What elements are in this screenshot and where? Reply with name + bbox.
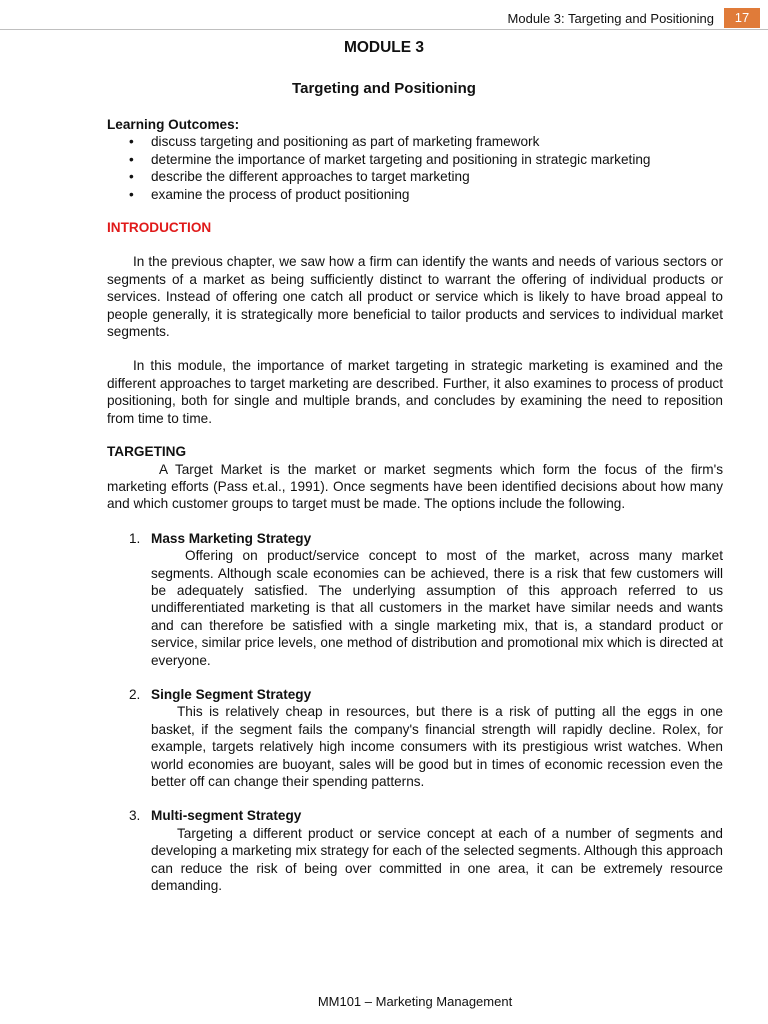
module-title: MODULE 3 xyxy=(343,39,425,56)
header-title: Module 3: Targeting and Positioning xyxy=(507,11,714,26)
strategy-body: Offering on product/service concept to most of the market, across many market segments. Although scale economies can be achieved, there is a risk that few customers will be adequately satisfied. The underlying assumption of this approach referred to us undifferentiated marketing is that all customers in the market have similar needs and wants and can therefore be satisfied with a single marketing mix, that is, a standard product or service, similar price levels, one method of distribution and promotional mix which is directed at everyone. xyxy=(151,548,723,668)
intro-paragraph: In the previous chapter, we saw how a firm can identify the wants and needs of various sectors or segments of a market as being sufficiently distinct to warrant the offering of individual products or services. Instead of offering one catch all product or service which is likely to have broad appeal to people generally, it is strategically more beneficial to tailor products and services to individual market segments. xyxy=(107,254,723,340)
list-item: • examine the process of product positioning xyxy=(129,186,723,203)
strategy-title: Single Segment Strategy xyxy=(151,686,312,702)
strategy-item xyxy=(107,686,723,790)
list-item: • determine the importance of market targeting and positioning in strategic marketing xyxy=(129,151,723,168)
strategy-body: Targeting a different product or service concept at each of a number of segments and developing a marketing mix strategy for each of the selected segments. Although this approach can reduce the risk of being over committed in one area, it can be extremely resource demanding. xyxy=(151,825,723,894)
strategy-title: Mass Marketing Strategy xyxy=(151,530,312,546)
targeting-section xyxy=(107,443,723,894)
main-content xyxy=(107,116,723,894)
intro-paragraph: In this module, the importance of market targeting in strategic marketing is examined and the different approaches to target marketing are described. Further, it also examines to process of product positioning, both for single and multiple brands, and concludes by examining the need to reposition from time to time. xyxy=(107,358,723,426)
page-subtitle: Targeting and Positioning xyxy=(292,80,476,97)
strategy-number: 1. xyxy=(129,530,141,546)
strategy-number: 3. xyxy=(129,808,141,824)
introduction-heading: INTRODUCTION xyxy=(107,220,212,236)
page-footer: MM101 – Marketing Management xyxy=(317,994,513,1009)
list-item: • describe the different approaches to target marketing xyxy=(129,168,723,185)
strategy-title: Multi-segment Strategy xyxy=(151,808,302,824)
list-item: • discuss targeting and positioning as part of marketing framework xyxy=(129,133,723,150)
introduction-section xyxy=(107,219,723,427)
page-header xyxy=(0,8,768,30)
learning-outcomes xyxy=(107,116,723,203)
learning-outcomes-list xyxy=(129,133,723,203)
targeting-heading: TARGETING xyxy=(107,444,187,460)
targeting-intro: A Target Market is the market or market segments which form the focus of the firm's marketing efforts (Pass et.al., 1991). Once segments have been identified decisions about how many and which customer groups to target must be made. The options include the following. xyxy=(107,461,723,512)
page-number-badge: 17 xyxy=(724,8,760,28)
learning-outcomes-heading: Learning Outcomes: xyxy=(107,117,240,132)
strategy-body: This is relatively cheap in resources, but there is a risk of putting all the eggs in one basket, if the segment fails the company's financial strength will rapidly decline. Rolex, for example, targets relatively high income consumers with its prestigious wrist watches. When world economies are buoyant, sales will be good but in times of economic recession even the better off can change their spending patterns. xyxy=(151,704,723,789)
strategy-item xyxy=(107,807,723,894)
strategy-number: 2. xyxy=(129,686,141,702)
strategy-item xyxy=(107,530,723,669)
